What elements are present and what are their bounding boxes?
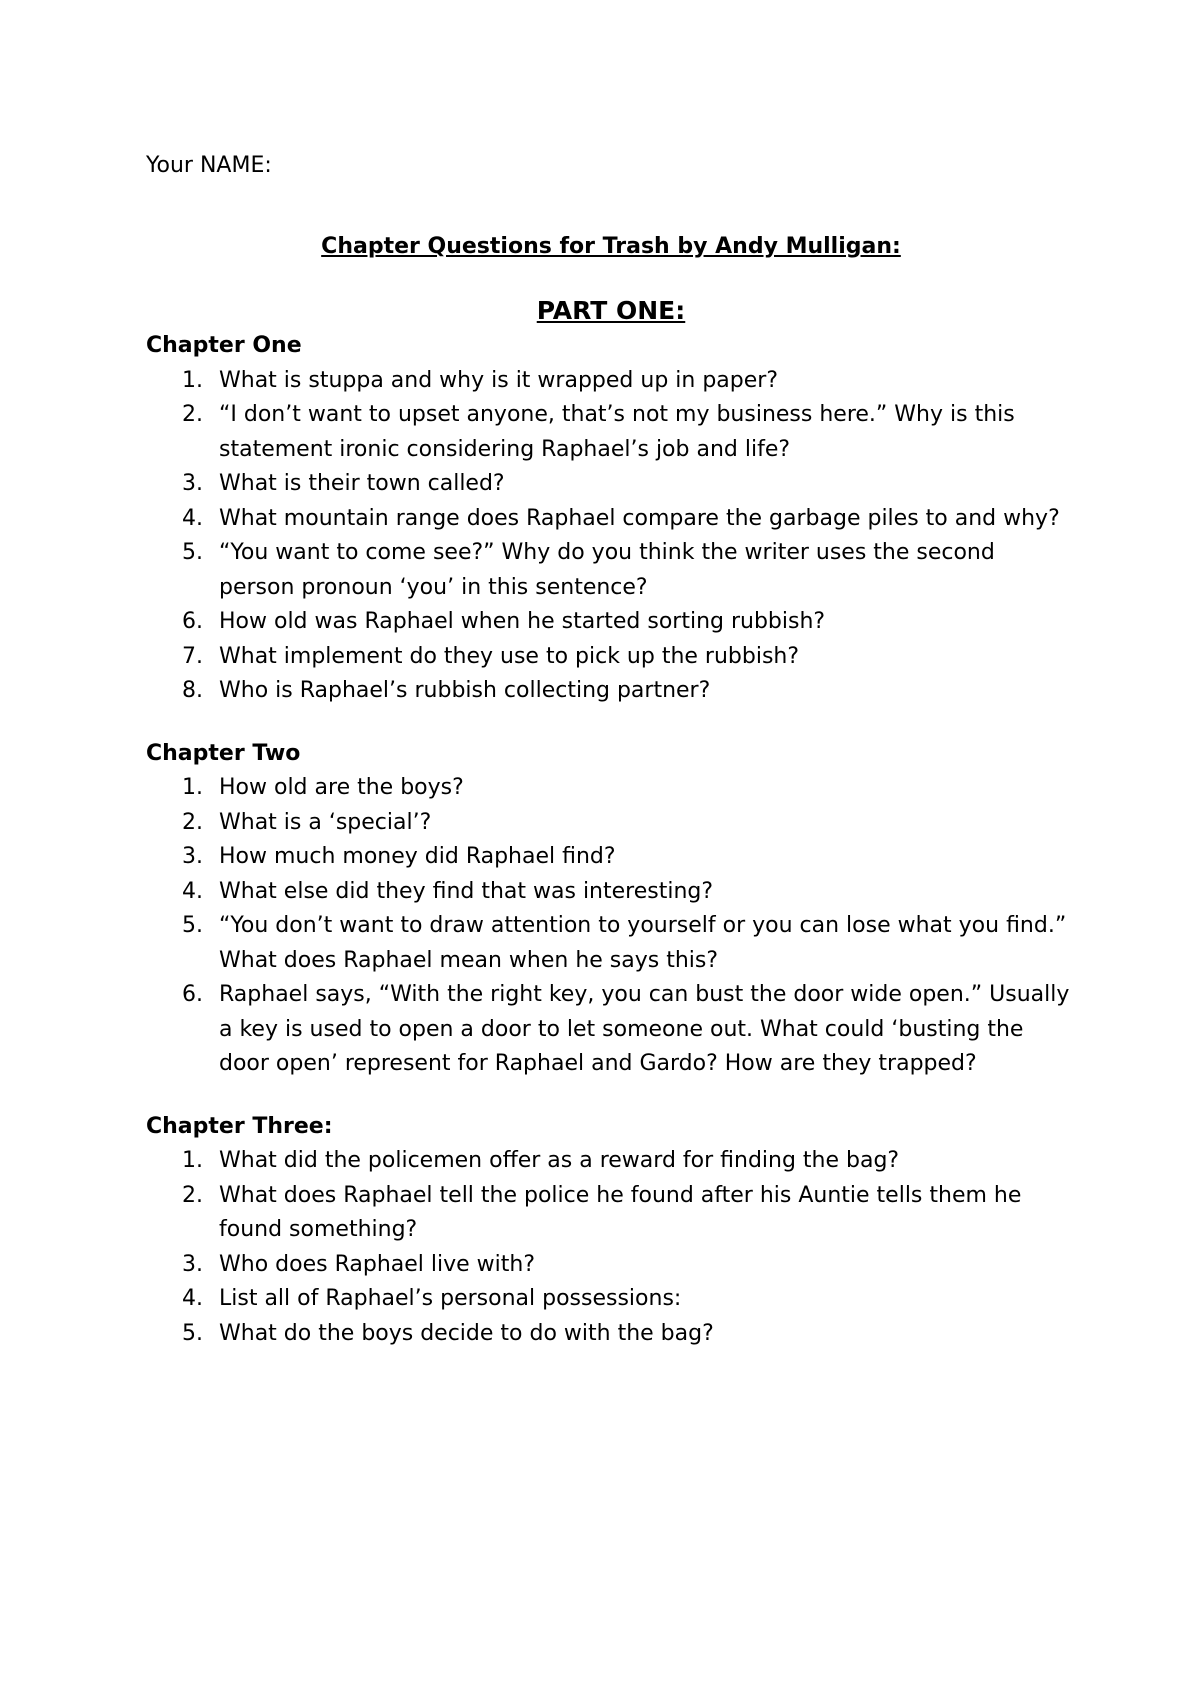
chapter-heading: Chapter Three: xyxy=(146,1113,333,1139)
document-content xyxy=(146,150,1076,1351)
question-number: 4. xyxy=(182,505,203,531)
document-title: Chapter Questions for Trash by Andy Mulligan: xyxy=(321,234,901,259)
question-text: How old was Raphael when he started sorting rubbish? xyxy=(219,609,826,634)
question-text: What is stuppa and why is it wrapped up in paper? xyxy=(219,367,778,393)
question-number: 1. xyxy=(182,1148,203,1173)
question-text: “You don’t want to draw attention to yourself or you can lose what you find.” What does Raphael mean when he says this? xyxy=(219,913,1067,973)
part-title: PART ONE: xyxy=(536,296,686,325)
question-item xyxy=(146,1144,1076,1179)
question-item xyxy=(146,1317,1076,1352)
question-item xyxy=(146,1282,1076,1317)
chapter-three xyxy=(146,1110,1076,1352)
question-text: List all of Raphael’s personal possessions: xyxy=(219,1286,682,1311)
question-item xyxy=(146,467,1076,502)
question-item xyxy=(146,640,1076,675)
question-text: Who does Raphael live with? xyxy=(219,1251,536,1277)
question-list xyxy=(146,364,1076,709)
question-text: What do the boys decide to do with the bag? xyxy=(219,1320,714,1346)
question-text: What else did they find that was interesting? xyxy=(219,878,714,904)
question-number: 5. xyxy=(182,1320,203,1346)
question-item xyxy=(146,502,1076,537)
question-text: “I don’t want to upset anyone, that’s not my business here.” Why is this statement ironic considering Raphael’s job and life? xyxy=(219,402,1015,462)
question-number: 3. xyxy=(182,1251,203,1277)
question-item xyxy=(146,875,1076,910)
question-text: “You want to come see?” Why do you think the writer uses the second person pronoun ‘you’ in this sentence? xyxy=(219,540,995,600)
question-number: 4. xyxy=(182,1286,203,1311)
question-number: 3. xyxy=(182,844,203,869)
question-item xyxy=(146,806,1076,841)
question-list xyxy=(146,771,1076,1082)
chapter-two xyxy=(146,737,1076,1082)
question-number: 6. xyxy=(182,609,203,634)
question-item xyxy=(146,1248,1076,1283)
question-number: 6. xyxy=(182,982,203,1007)
question-number: 2. xyxy=(182,809,203,835)
chapter-one xyxy=(146,329,1076,709)
question-number: 1. xyxy=(182,775,203,800)
question-item xyxy=(146,605,1076,640)
question-text: What did the policemen offer as a reward for finding the bag? xyxy=(219,1148,900,1173)
question-number: 1. xyxy=(182,367,203,393)
question-item xyxy=(146,771,1076,806)
chapter-heading: Chapter Two xyxy=(146,740,301,766)
chapter-heading: Chapter One xyxy=(146,333,302,358)
name-label: Your NAME: xyxy=(146,153,272,178)
question-text: Who is Raphael’s rubbish collecting partner? xyxy=(219,678,711,703)
question-text: What does Raphael tell the police he found after his Auntie tells them he found something? xyxy=(219,1182,1022,1242)
question-number: 2. xyxy=(182,402,203,427)
question-text: What implement do they use to pick up the rubbish? xyxy=(219,643,800,669)
question-number: 3. xyxy=(182,471,203,496)
question-number: 8. xyxy=(182,678,203,703)
question-number: 5. xyxy=(182,540,203,565)
question-item xyxy=(146,536,1076,605)
question-item xyxy=(146,364,1076,399)
question-item xyxy=(146,398,1076,467)
question-text: What is a ‘special’? xyxy=(219,809,432,835)
question-text: What mountain range does Raphael compare the garbage piles to and why? xyxy=(219,505,1060,531)
question-text: What is their town called? xyxy=(219,471,505,496)
question-list xyxy=(146,1144,1076,1351)
question-number: 5. xyxy=(182,913,203,938)
question-text: How old are the boys? xyxy=(219,775,464,800)
question-text: How much money did Raphael find? xyxy=(219,844,616,869)
question-item xyxy=(146,978,1076,1082)
question-item xyxy=(146,1179,1076,1248)
question-item xyxy=(146,909,1076,978)
question-item xyxy=(146,840,1076,875)
question-text: Raphael says, “With the right key, you can bust the door wide open.” Usually a key is used to open a door to let someone out. What could ‘busting the door open’ represent for Raphael and Gardo? How are they trapped? xyxy=(219,982,1070,1076)
question-number: 7. xyxy=(182,643,203,669)
question-item xyxy=(146,674,1076,709)
question-number: 4. xyxy=(182,878,203,904)
question-number: 2. xyxy=(182,1182,203,1208)
